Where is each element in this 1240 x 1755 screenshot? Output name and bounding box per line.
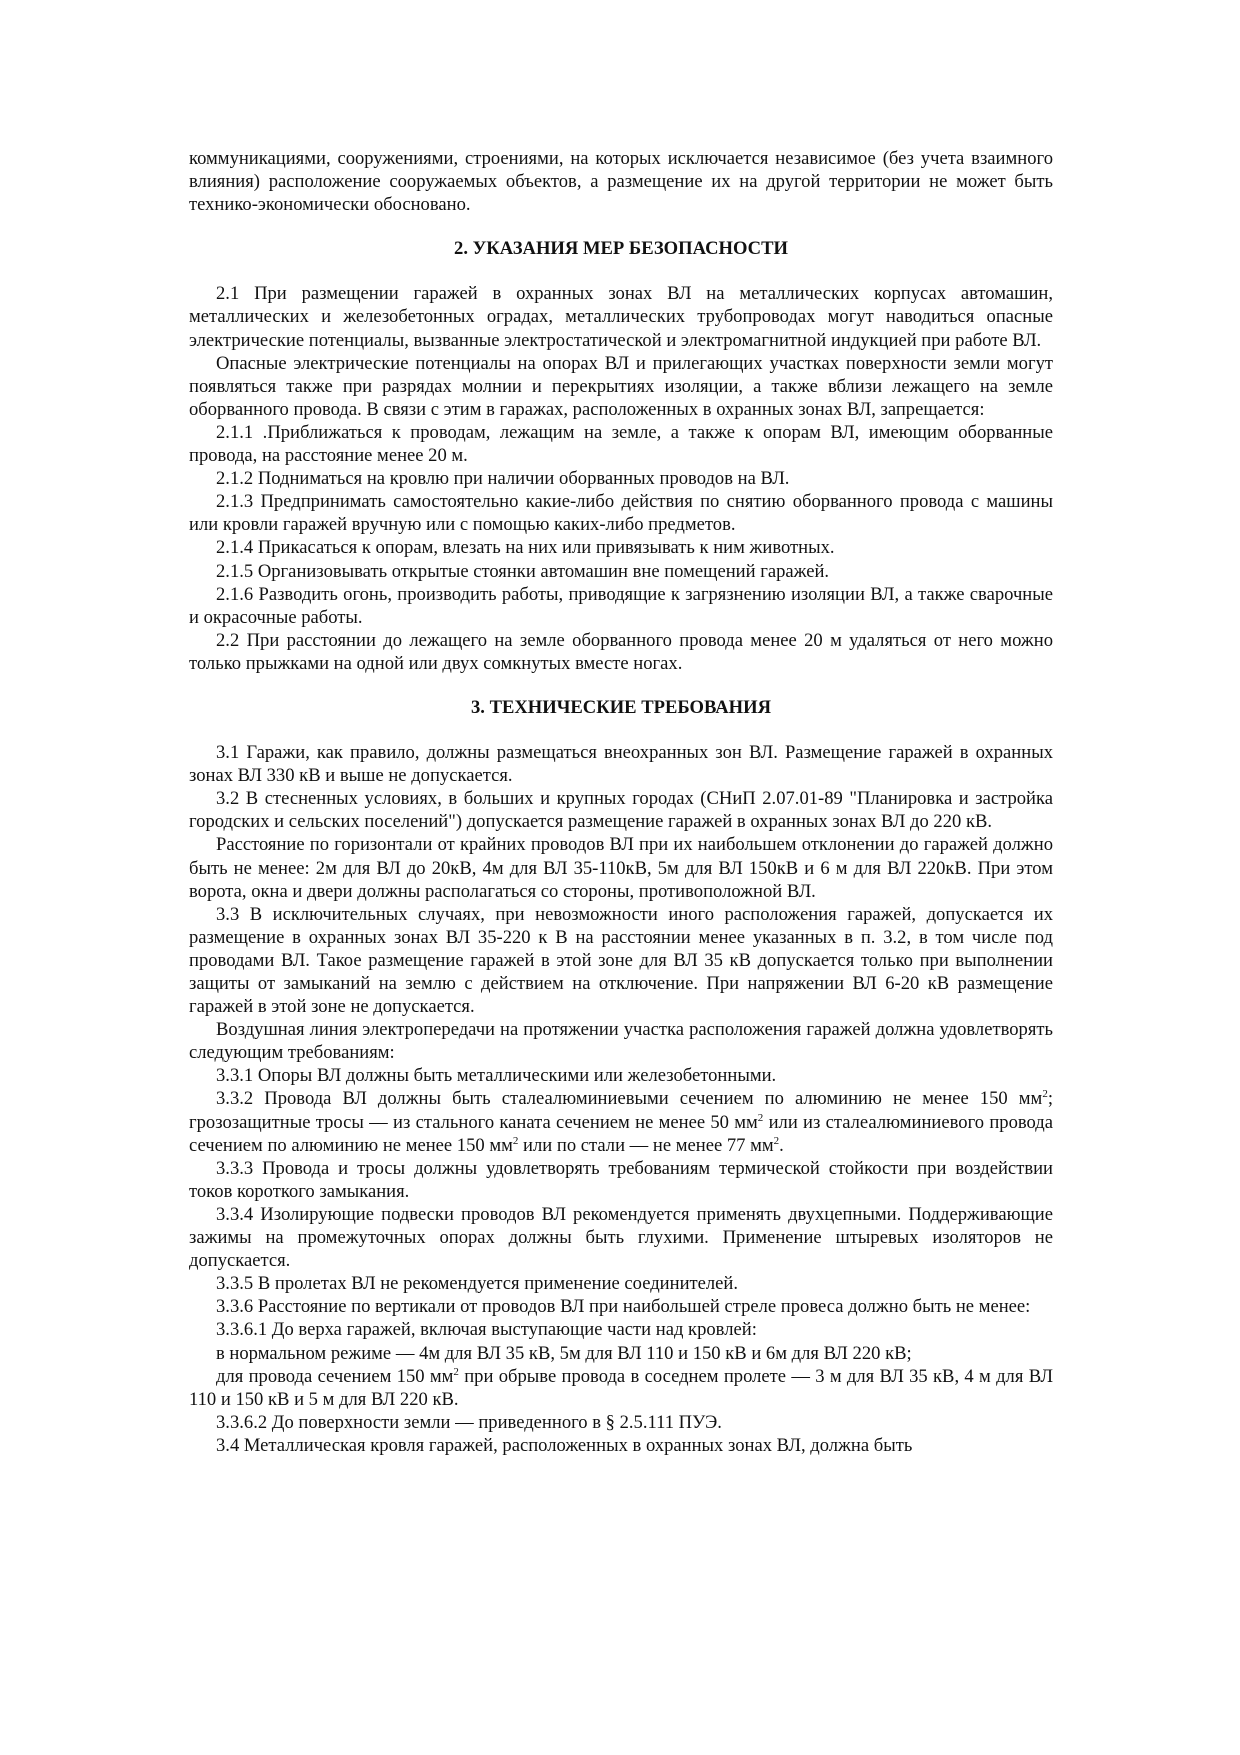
paragraph-3-3-5: 3.3.5 В пролетах ВЛ не рекомендуется применение соединителей.: [216, 1273, 739, 1295]
paragraph-3-4: 3.4 Металлическая кровля гаражей, расположенных в охранных зонах ВЛ, должна быть: [216, 1434, 913, 1456]
paragraph-2-1-3: 2.1.3 Предпринимать самостоятельно какие-либо действия по снятию оборванного провода с машины или кровли гаражей вручную или с помощью каких-либо предметов.: [189, 491, 1053, 536]
text-segment: для провода сечением 150 мм: [216, 1365, 454, 1387]
text-segment: или из сталеалюминиевого провода сечением по алюминию не менее 150 мм: [189, 1111, 1053, 1156]
superscript-2: 2: [757, 1111, 764, 1124]
text-segment: ; грозозащитные тросы — из стального каната сечением не менее 50 мм: [189, 1088, 1053, 1133]
paragraph-normal-mode: в нормальном режиме — 4м для ВЛ 35 кВ, 5м для ВЛ 110 и 150 кВ и 6м для ВЛ 220 кВ;: [216, 1342, 912, 1364]
text-segment: .: [779, 1134, 784, 1156]
paragraph-2-2: 2.2 При расстоянии до лежащего на земле оборванного провода менее 20 м удаляться от него можно только прыжками на одной или двух сомкнутых вместе ногах.: [189, 629, 1053, 674]
section-3-heading: 3. ТЕХНИЧЕСКИЕ ТРЕБОВАНИЯ: [470, 696, 772, 718]
document-page: [189, 147, 1053, 1457]
paragraph-danger-potentials: Опасные электрические потенциалы на опорах ВЛ и прилегающих участках поверхности земли могут появляться также при разрядах молнии и перекрытиях изоляции, а также вблизи лежащего на земле оборванного провода. В связи с этим в гаражах, расположенных в охранных зонах ВЛ, запрещается:: [189, 352, 1053, 420]
paragraph-wire-break: [189, 1365, 1053, 1411]
paragraph-2-1-6: 2.1.6 Разводить огонь, производить работы, приводящие к загрязнению изоляции ВЛ, а также сварочные и окрасочные работы.: [189, 583, 1053, 628]
superscript-2: 2: [1042, 1088, 1048, 1101]
paragraph-3-3-6-1: 3.3.6.1 До верха гаражей, включая выступающие части над кровлей:: [216, 1319, 757, 1341]
superscript-2: 2: [453, 1365, 459, 1378]
paragraph-2-1-2: 2.1.2 Подниматься на кровлю при наличии оборванных проводов на ВЛ.: [216, 468, 790, 490]
paragraph-air-line-requirements: Воздушная линия электропередачи на протяжении участка расположения гаражей должна удовлетворять следующим требованиям:: [189, 1019, 1053, 1064]
paragraph-3-3: 3.3 В исключительных случаях, при невозможности иного расположения гаражей, допускается их размещение в охранных зонах ВЛ 35-220 к В на расстоянии менее указанных в п. 3.2, в том числе под проводами ВЛ. Такое размещение гаражей в этой зоне для ВЛ 35 кВ допускается только при выполнении защиты от замыканий на землю с действием на отключение. При напряжении ВЛ 6-20 кВ размещение гаражей в этой зоне не допускается.: [189, 903, 1053, 1018]
paragraph-horizontal-distance: Расстояние по горизонтали от крайних проводов ВЛ при их наибольшем отклонении до гаражей должно быть не менее: 2м для ВЛ до 20кВ, 4м для ВЛ 35-110кВ, 5м для ВЛ 150кВ и 6 м для ВЛ 220кВ. При этом ворота, окна и двери должны располагаться со стороны, противоположной ВЛ.: [189, 834, 1053, 902]
superscript-2: 2: [512, 1134, 519, 1147]
paragraph-3-2: 3.2 В стесненных условиях, в больших и крупных городах (СНиП 2.07.01-89 "Планировка и застройка городских и сельских поселений") допускается размещение гаражей в охранных зонах ВЛ до 220 кВ.: [189, 788, 1053, 833]
section-2-heading: 2. УКАЗАНИЯ МЕР БЕЗОПАСНОСТИ: [454, 238, 788, 260]
paragraph-3-3-6-2: 3.3.6.2 До поверхности земли — приведенного в § 2.5.111 ПУЭ.: [216, 1411, 722, 1433]
paragraph-3-3-4: 3.3.4 Изолирующие подвески проводов ВЛ рекомендуется применять двухцепными. Поддерживающие зажимы на промежуточных опорах должны быть глухими. Применение штыревых изоляторов не допускается.: [189, 1203, 1053, 1272]
intro-paragraph: коммуникациями, сооружениями, строениями, на которых исключается независимое (без учета взаимного влияния) расположение сооружаемых объектов, а размещение их на другой территории не может быть технико-экономически обосновано.: [189, 148, 1053, 216]
paragraph-2-1-5: 2.1.5 Организовывать открытые стоянки автомашин вне помещений гаражей.: [216, 560, 830, 582]
paragraph-3-3-6: 3.3.6 Расстояние по вертикали от проводов ВЛ при наибольшей стреле провеса должно быть не менее:: [216, 1296, 1031, 1318]
paragraph-3-3-2: [189, 1087, 1053, 1156]
paragraph-3-3-1: 3.3.1 Опоры ВЛ должны быть металлическими или железобетонными.: [216, 1065, 777, 1087]
text-segment: при обрыве провода в соседнем пролете — 3 м для ВЛ 35 кВ, 4 м для ВЛ 110 и 150 кВ и 5 м для ВЛ 220 кВ.: [189, 1365, 1053, 1410]
paragraph-2-1-1: 2.1.1 .Приближаться к проводам, лежащим на земле, а также к опорам ВЛ, имеющим оборванные провода, на расстояние менее 20 м.: [189, 421, 1053, 467]
paragraph-2-1-4: 2.1.4 Прикасаться к опорам, влезать на них или привязывать к ним животных.: [216, 537, 835, 559]
superscript-2: 2: [773, 1134, 780, 1147]
text-segment: или по стали — не менее 77 мм: [518, 1134, 774, 1156]
text-segment: 3.3.2 Провода ВЛ должны быть сталеалюминиевыми сечением по алюминию не менее 150 мм: [216, 1088, 1043, 1110]
paragraph-3-3-3: 3.3.3 Провода и тросы должны удовлетворять требованиям термической стойкости при воздействии токов короткого замыкания.: [189, 1157, 1053, 1202]
paragraph-2-1: 2.1 При размещении гаражей в охранных зонах ВЛ на металлических корпусах автомашин, металлических и железобетонных оградах, металлических трубопроводах могут наводиться опасные электрические потенциалы, вызванные электростатической и электромагнитной индукцией при работе ВЛ.: [189, 283, 1053, 351]
paragraph-3-1: 3.1 Гаражи, как правило, должны размещаться внеохранных зон ВЛ. Размещение гаражей в охранных зонах ВЛ 330 кВ и выше не допускается.: [189, 742, 1053, 787]
